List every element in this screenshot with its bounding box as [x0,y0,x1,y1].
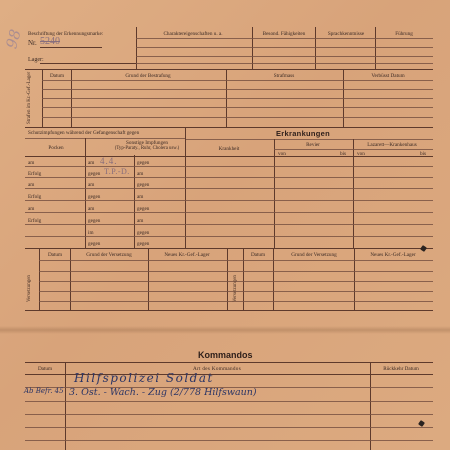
kommandos-divider [65,362,66,450]
vers-grund-header-left: Grund der Versetzung [86,252,132,258]
punch-mark [420,245,427,252]
sonstige-b-gegen-4: gegen [137,230,150,236]
punch-mark [418,420,425,427]
sonstige-b-am-1: am [137,171,144,177]
pocken-erfolg-3: Erfolg [28,218,42,224]
impfungen-heading: Schutzimpfungen während der Gefangenschaft gegen [28,130,140,136]
vers-rule [39,271,433,272]
lazarett-bis: bis [420,151,427,157]
strafen-rule [42,107,433,108]
strafen-top-border [25,69,433,70]
lazarett-von: von [357,151,365,157]
versetzungen-side-label-left: Versetzungen [27,275,32,302]
kommandos-rule [25,440,433,441]
sonstige-b-am-2: am [137,194,144,200]
vers-bottom-border [25,310,433,311]
kommandos-rueckkehr-header: Rückkehr Datum [383,366,419,372]
sonstige-b-gegen-2: gegen [137,182,150,188]
pocken-am-2: am [28,182,35,188]
krankheit-header: Krankheit [218,146,240,152]
header-rule [136,47,433,48]
sonstige-header: Sonstige Impfungen [126,140,168,146]
von-bis-rule [274,149,433,150]
kommando-entry-2-date: Ab Befr. 45 [24,387,64,395]
fuehrung-header: Führung [395,31,413,37]
versetzungen-side-label-right: Versetzungen [233,275,238,302]
strafen-rule [42,117,433,118]
sonstige-am-3: am [88,206,95,212]
kommandos-art-header: Art des Kommandos [192,366,242,372]
strafen-verbuesst-header: Verbüsst Datum [371,73,405,79]
vers-neues-header-left: Neues Kr.-Gef.-Lager [164,252,210,258]
pocken-am-1: am [28,160,35,166]
sprach-header: Sprachkenntnisse [327,31,365,37]
header-rule [136,56,433,57]
header-rule [136,63,433,64]
margin-pencil-number: 98 [2,27,25,51]
impfungen-row-line [25,200,433,201]
erkrankungen-rule [185,139,433,140]
impfungen-bottom-border [25,248,433,249]
vaccination-stamp-1: 4.4. [100,156,118,166]
strafen-rule [42,89,433,90]
pocken-am-3: am [28,206,35,212]
vers-rule [39,281,433,282]
pocken-header: Pocken [48,145,64,151]
sonstige-gegen-2: gegen [88,194,101,200]
kommando-entry-1: Hilfspolizei Soldat [74,371,214,385]
impfungen-row-line [25,236,433,237]
impfungen-subdivider [134,155,135,248]
sonstige-detail: (Typ-Paraty., Ruhr, Cholera usw.) [114,146,180,151]
vers-grund-header-right: Grund der Versetzung [291,252,337,258]
pocken-erfolg-1: Erfolg [28,171,42,177]
vers-rule [39,301,433,302]
impfungen-rule [25,138,185,139]
impfungen-header-bottom [25,156,433,157]
vers-rule [39,260,433,261]
paper-fold [0,326,450,334]
beschriftung-label: Beschriftung der Erkennungsmarke: [28,31,104,37]
kommandos-top-border [25,362,433,363]
sonstige-b-gegen-5: gegen [137,241,150,247]
pocken-erfolg-2: Erfolg [28,194,42,200]
impfungen-row-line [25,177,433,178]
kommandos-rule [25,414,433,415]
revier-von: von [278,151,286,157]
strafen-rule [42,98,433,99]
nr-label: Nr. [28,39,37,47]
sonstige-am-1: am [88,160,95,166]
vers-datum-header-left: Datum [47,252,63,258]
vers-datum-header-right: Datum [250,252,266,258]
revier-header: Revier [306,142,320,148]
besondere-header: Besond. Fähigkeiten [262,31,306,37]
strafen-side-label: Strafen im Kr.-Gef.-Lager [27,71,32,124]
header-rule [136,38,433,39]
impfungen-row-line [25,166,433,167]
lazarett-header: Lazarett—Krankenhaus [367,142,417,148]
nr-underline [40,47,102,48]
impfungen-row-line [25,188,433,189]
kommandos-datum-header: Datum [37,366,53,372]
lager-label: Lager: [28,57,44,63]
impfungen-top-border [25,127,433,128]
charakter-header: Charaktereigenschaften u. a. [163,31,223,37]
kommandos-rule [25,401,433,402]
kommandos-divider [370,362,371,450]
strafen-rule [42,80,433,81]
impfungen-divider [85,138,86,248]
lager-underline [40,63,136,64]
vers-neues-header-right: Neues Kr.-Gef.-Lager [370,252,416,258]
sonstige-im: im [88,230,94,236]
sonstige-gegen-3: gegen [88,218,101,224]
sonstige-gegen-1: gegen [88,171,101,177]
sonstige-b-am-3: am [137,218,144,224]
strafen-strafmass-header: Strafmass [273,73,295,79]
impfungen-row-line [25,212,433,213]
sonstige-am-2: am [88,182,95,188]
sonstige-b-gegen-1: gegen [137,160,150,166]
nr-value: 5240 [40,36,60,47]
revier-bis: bis [340,151,347,157]
strafen-datum-header: Datum [49,73,65,79]
vers-rule [39,291,433,292]
sonstige-b-gegen-3: gegen [137,206,150,212]
impfungen-row-line [25,224,433,225]
sonstige-gegen-4: gegen [88,241,101,247]
kommando-entry-2: 3. Ost. - Wach. - Zug (2/778 Hilfswaun) [69,387,257,398]
vaccination-stamp-2: T.P.-D. [104,167,130,176]
kommandos-heading: Kommandos [198,350,253,360]
kommandos-rule [25,427,433,428]
strafen-grund-header: Grund der Bestrafung [125,73,171,79]
erkrankungen-heading: Erkrankungen [276,129,331,138]
